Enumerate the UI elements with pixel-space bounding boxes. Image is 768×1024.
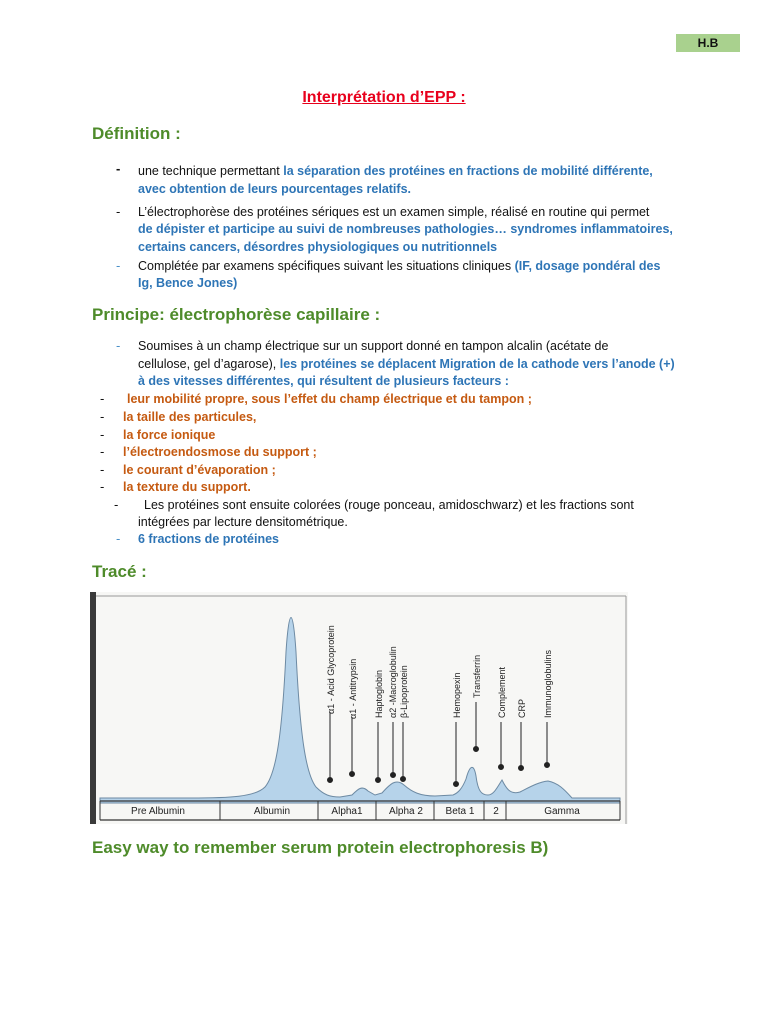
definition-bullet-3-line-1: Complétée par examens spécifiques suivant les situations cliniques (IF, dosage pondéral des	[138, 259, 661, 273]
principe-bullet-1-line-3: à des vitesses différentes, qui résultent de plusieurs facteurs :	[138, 374, 509, 388]
fraction-label: Alpha1	[331, 806, 363, 817]
marker-dot	[376, 778, 381, 783]
definition-bullet-2-line-1: L’électrophorèse des protéines sériques est un examen simple, réalisé en routine qui permet	[138, 205, 650, 219]
marker-dot	[391, 773, 396, 778]
definition-bullet-2-line-2: de dépister et participe au suivi de nombreuses pathologies… syndromes inflammatoires,	[138, 222, 673, 236]
protein-label: α2 -Macroglobulin	[388, 646, 398, 718]
marker-dot	[454, 782, 459, 787]
easy-way-heading: Easy way to remember serum protein electrophoresis B)	[92, 838, 549, 857]
marker-dot	[328, 778, 333, 783]
author-badge: H.B	[676, 34, 740, 52]
bullet-dash: -	[116, 204, 121, 219]
marker-dot	[474, 747, 479, 752]
protein-label: Complement	[497, 666, 507, 718]
bullet-dash: -	[100, 479, 105, 494]
protein-label: Haptoglobin	[374, 669, 384, 718]
bullet-dash: -	[114, 497, 119, 512]
marker-dot	[519, 766, 524, 771]
bullet-dash: -	[100, 427, 105, 442]
bullet-dash: -	[116, 258, 121, 273]
marker-dot	[499, 765, 504, 770]
factor-item: la force ionique	[123, 428, 216, 442]
protein-label: Immunoglobulins	[543, 649, 553, 718]
bullet-dash: -	[116, 338, 121, 353]
fraction-label: 2	[493, 806, 499, 817]
chart-left-edge	[90, 592, 96, 824]
bullet-dash: -	[100, 462, 105, 477]
definition-bullet-1-line-2: avec obtention de leurs pourcentages relatifs.	[138, 182, 411, 196]
principe-bullet-2-line-2: intégrées par lecture densitométrique.	[138, 515, 348, 529]
protein-label: Transferrin	[472, 654, 482, 698]
factor-item: la texture du support.	[123, 480, 251, 494]
marker-dot	[401, 777, 406, 782]
bullet-dash: -	[116, 161, 121, 176]
principe-bullet-1-line-1: Soumises à un champ électrique sur un support donné en tampon alcalin (acétate de	[138, 339, 609, 353]
definition-bullet-3-line-2: Ig, Bence Jones)	[138, 276, 238, 290]
factor-item: la taille des particules,	[123, 410, 257, 424]
bullet-dash: -	[100, 409, 105, 424]
fraction-label: Alpha 2	[389, 806, 423, 817]
electrophoresis-chart	[90, 592, 628, 824]
trace-heading: Tracé :	[92, 562, 147, 581]
fraction-label: Pre Albumin	[131, 806, 185, 817]
factor-item: l’électroendosmose du support ;	[123, 445, 317, 459]
protein-label: CRP	[517, 698, 527, 718]
factor-item: le courant d’évaporation ;	[123, 463, 276, 477]
principe-bullet-2-line-1: Les protéines sont ensuite colorées (rouge ponceau, amidoschwarz) et les fractions sont	[144, 498, 634, 512]
factor-item: leur mobilité propre, sous l’effet du champ électrique et du tampon ;	[127, 392, 532, 406]
definition-bullet-2-line-3: certains cancers, désordres physiologiques ou nutritionnels	[138, 240, 498, 254]
marker-dot	[350, 772, 355, 777]
definition-bullet-1-line-1: une technique permettant la séparation des protéines en fractions de mobilité différente,	[138, 164, 653, 178]
bullet-dash: -	[100, 444, 105, 459]
principe-heading: Principe: électrophorèse capillaire :	[92, 305, 381, 324]
marker-dot	[545, 763, 550, 768]
protein-label: Hemopexin	[452, 672, 462, 718]
protein-label: α1 - Acid Glycoprotein	[326, 625, 336, 714]
fraction-label: Gamma	[544, 806, 580, 817]
principe-bullet-1-line-2: cellulose, gel d’agarose), les protéines se déplacent Migration de la cathode vers l’anode (+)	[138, 357, 675, 371]
principe-bullet-3: 6 fractions de protéines	[138, 532, 280, 546]
page-title: Interprétation d’EPP :	[302, 89, 466, 106]
protein-label: α1 - Antitrypsin	[348, 658, 358, 719]
bullet-dash: -	[100, 391, 105, 406]
definition-heading: Définition :	[92, 124, 181, 143]
fraction-label: Albumin	[253, 806, 291, 817]
fraction-label: Beta 1	[445, 806, 475, 817]
protein-label: β-Lipoprotein	[399, 665, 409, 718]
bullet-dash: -	[116, 531, 121, 546]
